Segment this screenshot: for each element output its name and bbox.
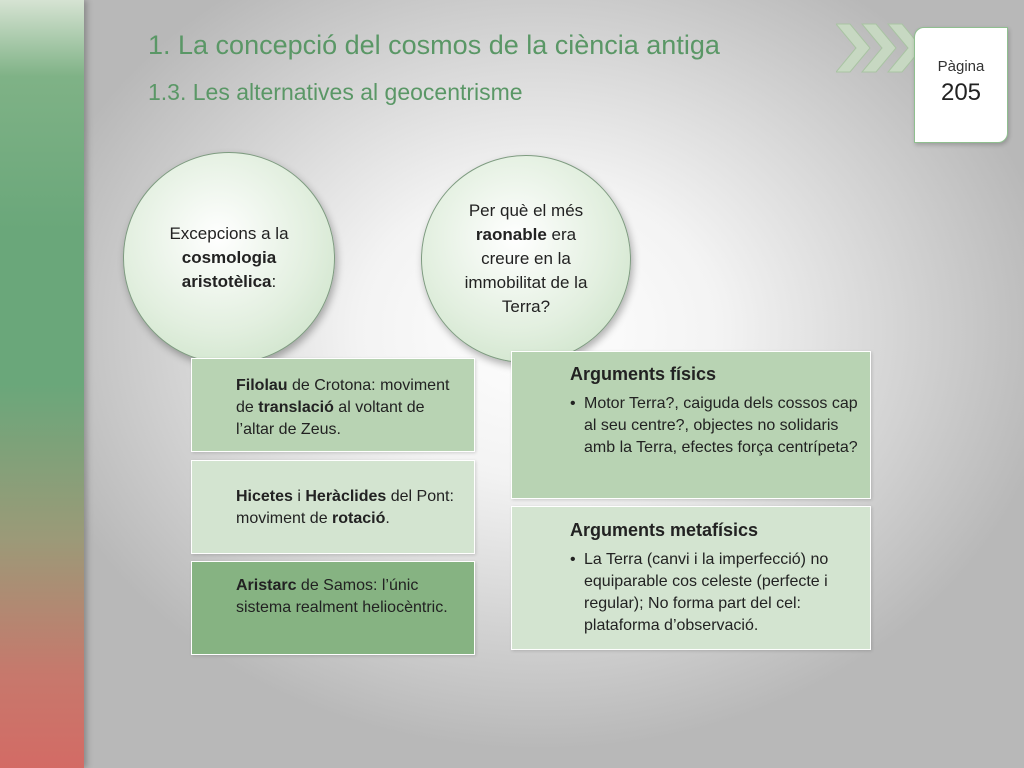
bullet-icon: • — [570, 395, 576, 412]
left-gradient-bar — [0, 0, 84, 768]
bullet-icon: • — [570, 551, 576, 568]
metaphysical-arguments-bullet: • La Terra (canvi i la imperfecció) no equiparable cos celeste (perfecte i regular); No forma part del cel: plataforma d’observació. — [570, 551, 829, 634]
slide-title: 1. La concepció del cosmos de la ciència antiga — [148, 30, 720, 60]
circle-exceptions-text: Excepcions a la cosmologia aristotèlica: — [169, 224, 289, 291]
metaphysical-arguments-heading: Arguments metafísics — [570, 520, 759, 540]
box-hicetes-heraclides: Hicetes i Heràclides del Pont: moviment de rotació. — [191, 460, 475, 554]
physical-arguments-heading: Arguments físics — [570, 364, 717, 384]
page-number: 205 — [940, 79, 982, 106]
box-aristarc: Aristarc de Samos: l’únic sistema realment heliocèntric. — [191, 561, 475, 655]
physical-arguments-bullet: • Motor Terra?, caiguda dels cossos cap al seu centre?, objectes no solidaris amb la Terra, efectes força centrípeta? — [570, 395, 858, 456]
box-physical-arguments — [511, 351, 871, 499]
page-label: Pàgina — [937, 58, 985, 75]
circle-exceptions — [123, 152, 335, 364]
slide-subtitle: 1.3. Les alternatives al geocentrisme — [148, 79, 523, 105]
circle-question — [421, 155, 631, 363]
box-filolau: Filolau de Crotona: moviment de translació al voltant de l’altar de Zeus. — [191, 358, 475, 452]
circle-question-text: Per què el més raonable era creure en la immobilitat de la Terra? — [464, 201, 588, 316]
page-number-badge — [914, 27, 1008, 143]
chevrons-right-icon — [836, 22, 922, 74]
box-metaphysical-arguments — [511, 506, 871, 650]
